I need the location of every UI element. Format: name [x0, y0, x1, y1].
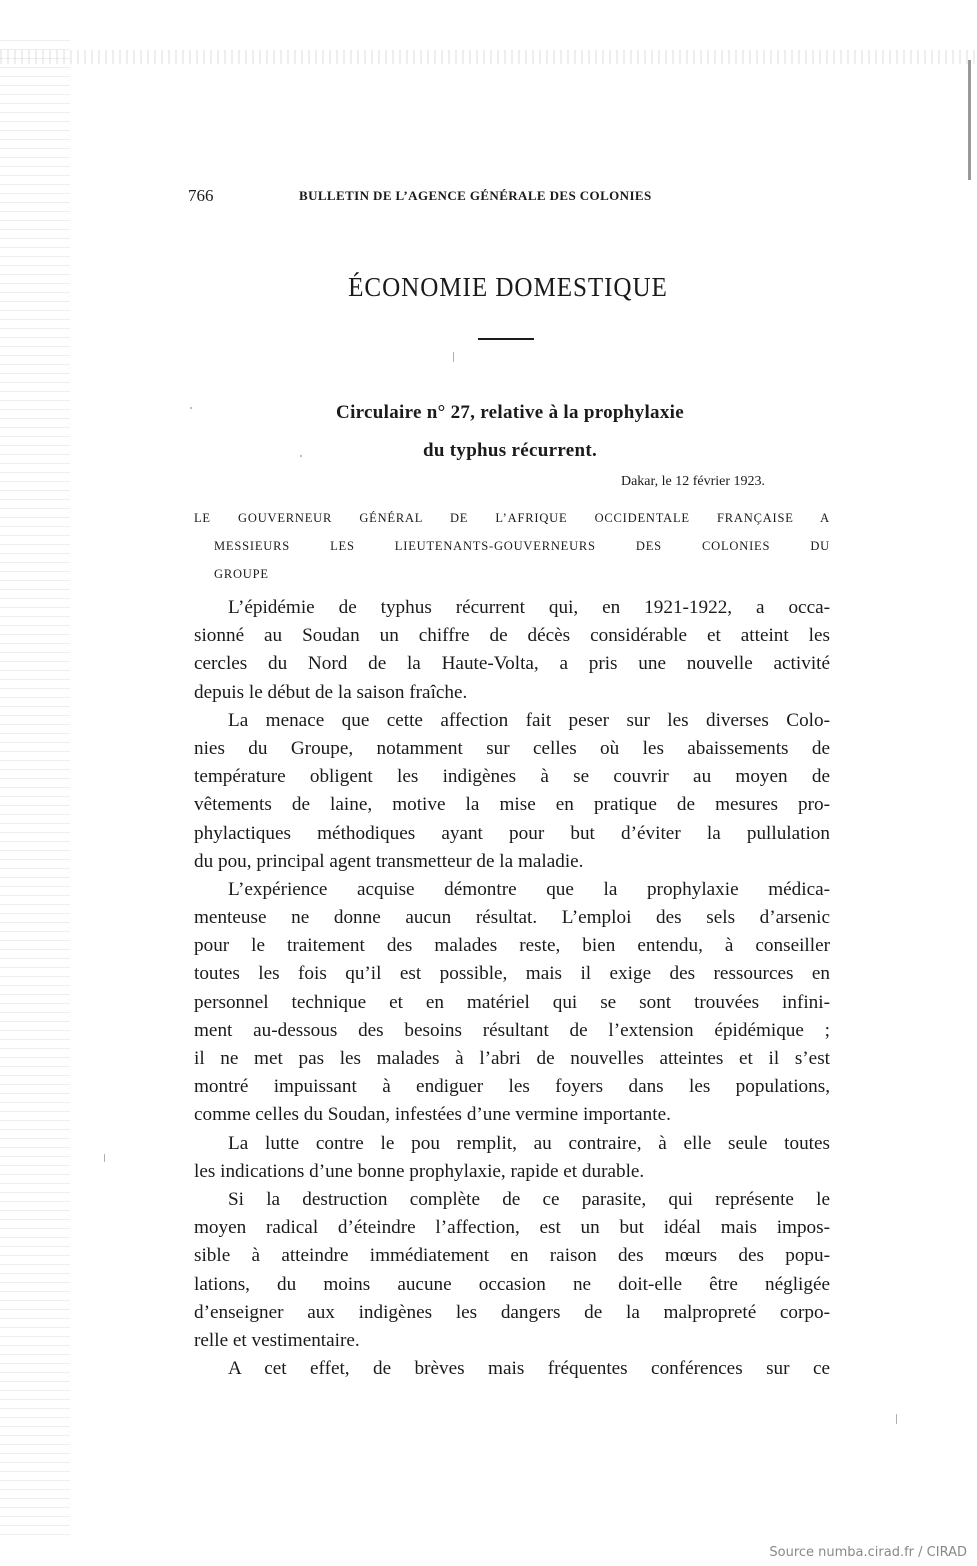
scan-speck [453, 352, 454, 362]
paragraph [194, 594, 830, 707]
text-line: les indications d’une bonne prophylaxie, rapide et durable. [194, 1160, 645, 1182]
text-line: A cet effet, de brèves mais fréquentes conférences sur ce [228, 1358, 830, 1380]
address-line: GROUPE [214, 567, 269, 581]
text-line: comme celles du Soudan, infestées d’une vermine importante. [194, 1104, 671, 1126]
text-line: La menace que cette affection fait peser sur les diverses Colo- [228, 709, 830, 731]
page-number: 766 [188, 186, 214, 205]
circular-title [190, 394, 830, 470]
text-line: L’épidémie de typhus récurrent qui, en 1921-1922, a occa- [228, 597, 830, 618]
scan-edge-top [0, 50, 977, 64]
section-title: ÉCONOMIE DOMESTIQUE [348, 272, 668, 302]
text-line: il ne met pas les malades à l’abri de nouvelles atteintes et il s’est [194, 1048, 830, 1069]
text-line: L’expérience acquise démontre que la prophylaxie médica- [228, 878, 830, 900]
text-line: Si la destruction complète de ce parasite, qui représente le [228, 1188, 830, 1210]
circular-title-line: Circulaire n° 27, relative à la prophylaxie [336, 402, 684, 423]
paragraph [194, 707, 830, 876]
address-block [194, 508, 830, 592]
text-line: lations, du moins aucune occasion ne doit-elle être négligée [194, 1273, 830, 1295]
text-line: nies du Groupe, notamment sur celles où les abaissements de [194, 737, 830, 759]
dateline: Dakar, le 12 février 1923. [620, 474, 765, 489]
text-line: pour le traitement des malades reste, bien entendu, à conseiller [194, 935, 830, 957]
text-line: depuis le début de la saison fraîche. [194, 681, 468, 703]
paragraph [194, 876, 830, 1130]
paragraph [194, 1355, 830, 1383]
paragraph [194, 1186, 830, 1355]
text-line: d’enseigner aux indigènes les dangers de la malpropreté corpo- [194, 1301, 830, 1323]
text-line: moyen radical d’éteindre l’affection, est un but idéal mais impos- [194, 1217, 830, 1239]
source-credit: Source numba.cirad.fr / CIRAD [769, 1545, 967, 1560]
text-line: sible à atteindre immédiatement en raison des mœurs des popu- [194, 1245, 830, 1267]
text-line: ment au-dessous des besoins résultant de l’extension épidémique ; [194, 1019, 830, 1041]
text-line: personnel technique et en matériel qui se sont trouvées infini- [194, 991, 830, 1013]
circular-title-line: du typhus récurrent. [422, 440, 598, 461]
scan-speck [896, 1414, 897, 1424]
text-line: toutes les fois qu’il est possible, mais il exige des ressources en [194, 963, 830, 985]
address-line: MESSIEURS LES LIEUTENANTS-GOUVERNEURS DES COLONIES DU [214, 539, 830, 553]
paragraph [194, 1130, 830, 1186]
text-line: La lutte contre le pou remplit, au contraire, à elle seule toutes [228, 1132, 830, 1154]
bulletin-title: BULLETIN DE L’AGENCE GÉNÉRALE DES COLONIES [299, 188, 652, 203]
running-head [188, 186, 718, 210]
text-line: vêtements de laine, motive la mise en pratique de mesures pro- [194, 794, 830, 816]
text-line: cercles du Nord de la Haute-Volta, a pris une nouvelle activité [194, 653, 830, 675]
text-line: température obligent les indigènes à se couvrir au moyen de [194, 766, 830, 788]
scan-edge-right [968, 60, 971, 180]
scan-speck [104, 1154, 105, 1162]
text-line: montré impuissant à endiguer les foyers dans les populations, [194, 1076, 830, 1098]
text-line: sionné au Soudan un chiffre de décès considérable et atteint les [194, 625, 830, 647]
text-line: menteuse ne donne aucun résultat. L’emploi des sels d’arsenic [194, 907, 830, 929]
text-line: relle et vestimentaire. [194, 1329, 360, 1351]
section-divider [478, 338, 534, 340]
text-line: phylactiques méthodiques ayant pour but d’éviter la pullulation [194, 822, 830, 844]
scan-edge-left [0, 40, 70, 1540]
body-text [194, 594, 830, 1383]
text-line: du pou, principal agent transmetteur de la maladie. [194, 850, 584, 872]
address-line: LE GOUVERNEUR GÉNÉRAL DE L’AFRIQUE OCCIDENTALE FRANÇAISE A [194, 511, 830, 525]
